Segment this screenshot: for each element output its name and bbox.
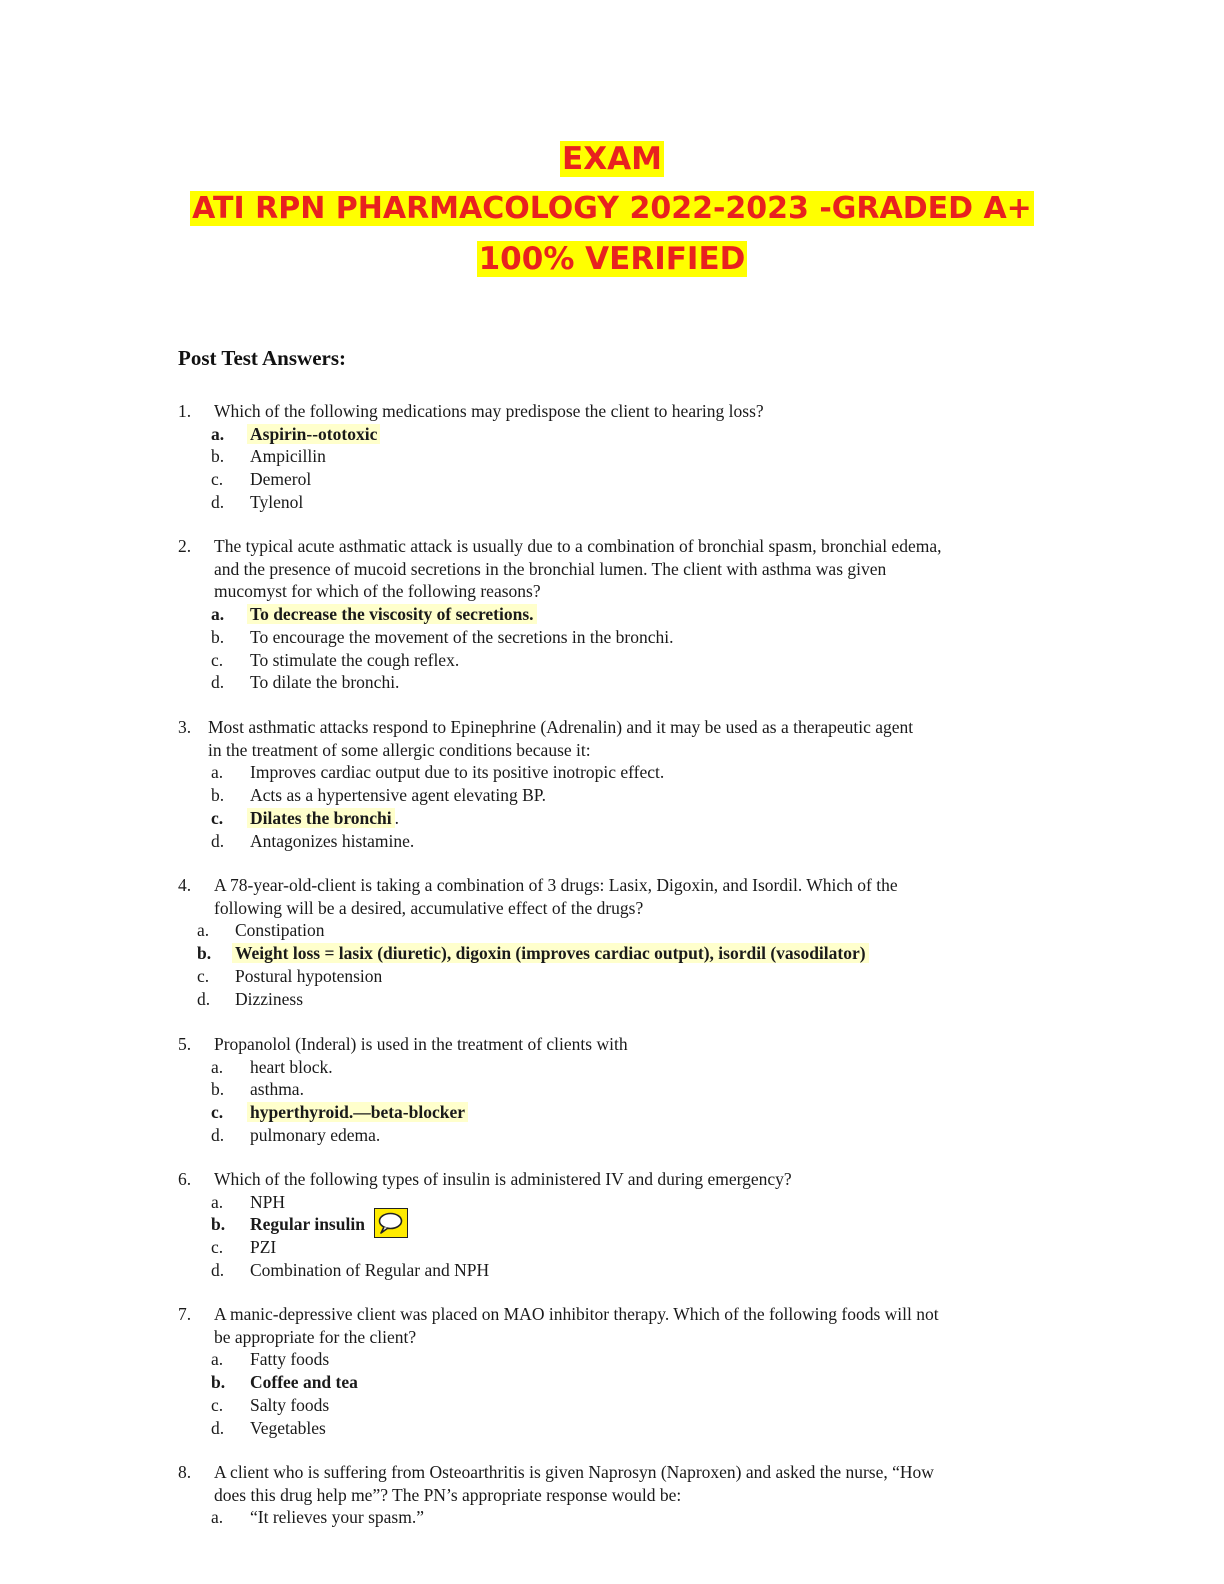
correct-answer-option [247,807,399,829]
option-letter: a. [211,1349,224,1370]
option-text: heart block. [250,1056,333,1077]
question-text: Which of the following medications may predispose the client to hearing loss? [214,401,764,421]
correct-answer-option [247,1101,468,1123]
answer-option [250,1056,333,1078]
option-text: Combination of Regular and NPH [250,1259,490,1280]
question-number: 8. [178,1462,192,1482]
question-number: 4. [178,875,192,895]
correct-answer-option [247,423,380,445]
option-letter: c. [211,649,224,670]
option-letter: a. [211,1507,224,1528]
answer-option [250,468,311,490]
option-letter: d. [211,830,225,851]
option-text: Constipation [235,920,325,941]
option-text: To decrease the viscosity of secretions. [247,604,537,624]
option-text: hyperthyroid.—beta-blocker [247,1102,468,1122]
answer-option [250,1506,424,1528]
answer-option [250,1348,329,1370]
option-text: NPH [250,1191,286,1212]
correct-answer-option [232,942,869,964]
option-text: asthma. [250,1079,304,1100]
correct-answer-option [247,603,537,625]
option-text: Vegetables [250,1417,326,1438]
answer-option [250,626,674,648]
answer-option [250,784,546,806]
answer-option [250,491,303,513]
correct-answer-option [250,1213,365,1235]
question-text: be appropriate for the client? [214,1326,417,1347]
question-number: 3. [178,717,192,737]
answer-option [250,671,399,693]
answer-option [250,1124,380,1146]
option-text: Dilates the bronchi [247,808,395,828]
question-text: Most asthmatic attacks respond to Epinephrine (Adrenalin) and it may be used as a therapeutic agent [208,717,914,737]
answer-option [250,1236,276,1258]
option-letter: c. [211,1394,224,1415]
answer-option [235,965,382,987]
answer-option [235,988,303,1010]
answer-option [235,919,324,941]
option-letter: d. [211,1124,225,1145]
answer-option [250,1417,326,1439]
option-text: PZI [250,1237,277,1258]
option-text: Coffee and tea [250,1372,358,1393]
comment-icon[interactable] [374,1208,408,1238]
option-text: Antagonizes histamine. [250,830,415,851]
option-letter: c. [211,1237,224,1258]
question-number: 6. [178,1169,192,1189]
option-text: Aspirin--ototoxic [247,424,380,444]
option-letter: a. [211,762,224,783]
option-suffix: . [394,807,399,828]
option-letter: a. [211,604,225,625]
option-letter: c. [211,807,224,828]
option-text: Salty foods [250,1394,330,1415]
answer-option [250,830,414,852]
option-letter: b. [197,943,212,964]
option-text: To dilate the bronchi. [250,672,400,693]
title-line-2: ATI RPN PHARMACOLOGY 2022-2023 -GRADED A+ [192,191,1032,226]
option-letter: a. [197,920,210,941]
option-letter: c. [197,965,210,986]
option-text: Fatty foods [250,1349,330,1370]
answer-option [250,761,664,783]
question-text: Propanolol (Inderal) is used in the treatment of clients with [214,1034,628,1054]
option-text: To stimulate the cough reflex. [250,649,460,670]
option-letter: b. [211,1214,226,1235]
option-letter: b. [211,446,225,467]
option-letter: b. [211,1372,226,1393]
answer-option [250,649,459,671]
answer-option [250,1394,329,1416]
option-text: Ampicillin [250,446,326,467]
question-number: 2. [178,536,192,556]
question-text: following will be a desired, accumulative effect of the drugs? [214,897,644,918]
question-text: does this drug help me”? The PN’s appropriate response would be: [214,1484,682,1505]
option-letter: a. [211,423,225,444]
option-text: Regular insulin [250,1214,365,1235]
title-line-1: EXAM [562,141,662,177]
answer-option [250,1191,285,1213]
title-line-3: 100% VERIFIED [478,241,746,277]
option-text: Postural hypotension [235,965,383,986]
answer-option [250,1078,304,1100]
option-letter: a. [211,1191,224,1212]
option-text: Weight loss = lasix (diuretic), digoxin (improves cardiac output), isordil (vasodilator) [232,943,869,963]
question-text: in the treatment of some allergic conditions because it: [208,739,591,760]
option-letter: d. [211,1259,225,1280]
question-number: 5. [178,1034,192,1054]
option-letter: b. [211,1079,225,1100]
question-text: and the presence of mucoid secretions in the bronchial lumen. The client with asthma was given [214,558,887,579]
correct-answer-option [250,1371,358,1393]
question-number: 1. [178,401,192,421]
question-text: A manic-depressive client was placed on MAO inhibitor therapy. Which of the following foods will not [214,1304,939,1324]
document-title [0,134,1224,284]
option-letter: b. [211,785,225,806]
option-text: Dizziness [235,988,304,1009]
answer-option [250,1259,489,1281]
option-letter: d. [211,491,225,512]
option-text: Demerol [250,469,312,490]
question-text: A 78-year-old-client is taking a combination of 3 drugs: Lasix, Digoxin, and Isordil. Which of the [214,875,898,895]
question-text: A client who is suffering from Osteoarthritis is given Naprosyn (Naproxen) and asked the nurse, “How [214,1462,934,1482]
option-text: Tylenol [250,491,304,512]
question-number: 7. [178,1304,192,1324]
option-text: pulmonary edema. [250,1124,381,1145]
option-letter: a. [211,1056,224,1077]
section-heading: Post Test Answers: [178,346,347,370]
option-text: Acts as a hypertensive agent elevating BP. [250,785,546,806]
option-text: To encourage the movement of the secretions in the bronchi. [250,626,674,647]
option-text: “It relieves your spasm.” [250,1507,424,1528]
option-letter: c. [211,469,224,490]
option-text: Improves cardiac output due to its positive inotropic effect. [250,762,665,783]
question-text: Which of the following types of insulin is administered IV and during emergency? [214,1169,792,1189]
option-letter: d. [211,672,225,693]
option-letter: d. [211,1417,225,1438]
option-letter: c. [211,1102,224,1123]
question-text: The typical acute asthmatic attack is usually due to a combination of bronchial spasm, bronchial edema, [214,536,942,556]
option-letter: b. [211,626,225,647]
answer-option [250,445,326,467]
option-letter: d. [197,988,211,1009]
question-text: mucomyst for which of the following reasons? [214,581,541,602]
